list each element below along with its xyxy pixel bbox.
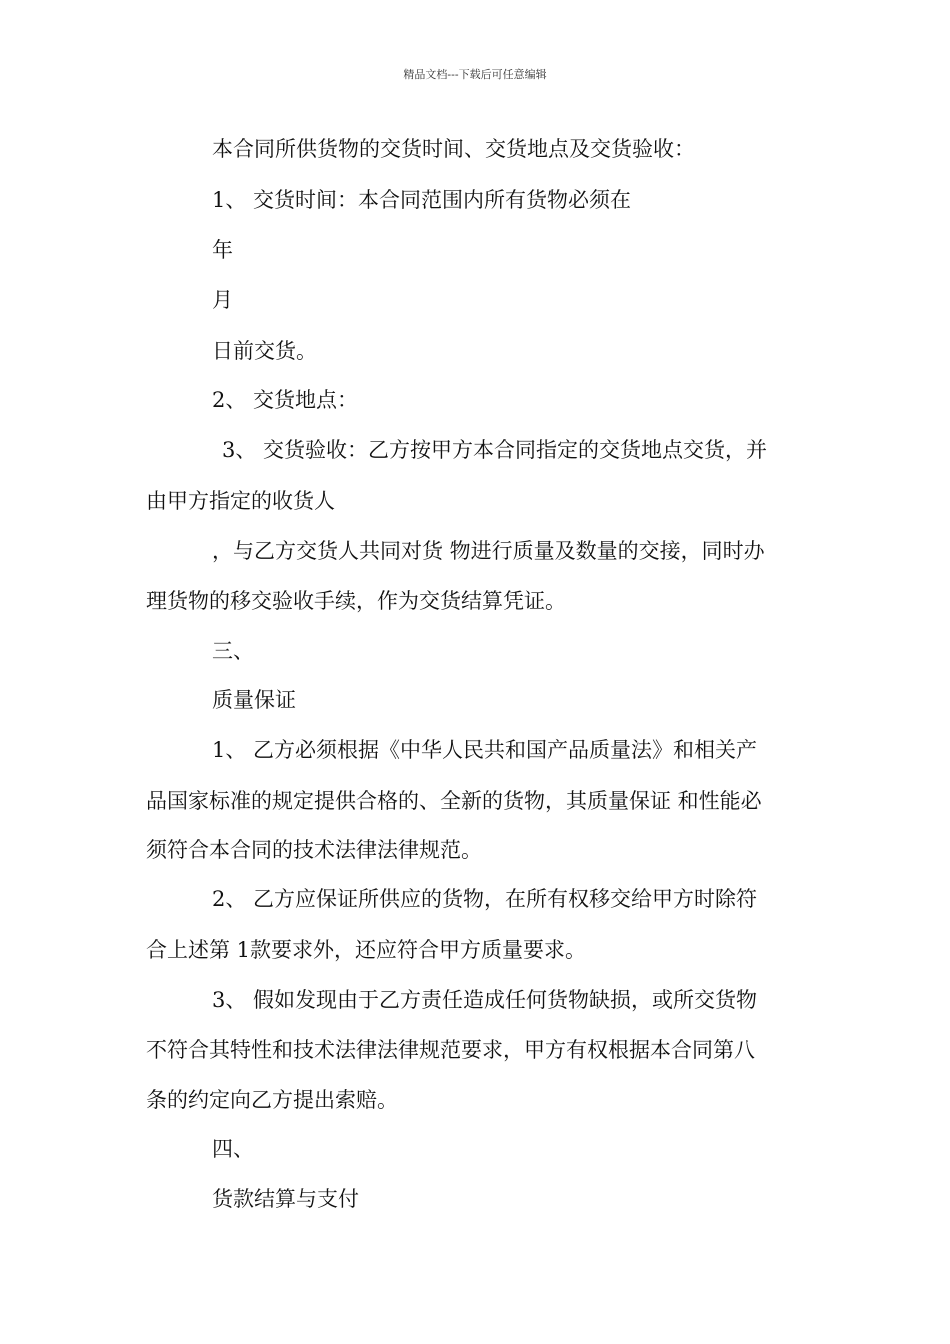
paragraph-line: 2、 交货地点： — [212, 388, 359, 412]
paragraph-line: 须符合本合同的技术法律法律规范。 — [146, 838, 482, 862]
paragraph-line: 年 — [212, 238, 233, 262]
section-heading: 质量保证 — [212, 688, 296, 712]
paragraph-line: 品国家标准的规定提供合格的、全新的货物，其质量保证 和性能必 — [146, 789, 762, 813]
section-number: 四、 — [212, 1137, 254, 1161]
section-heading: 货款结算与支付 — [212, 1187, 359, 1211]
paragraph-line: 由甲方指定的收货人 — [146, 489, 335, 513]
paragraph-line: 合上述第 1款要求外，还应符合甲方质量要求。 — [146, 938, 587, 962]
paragraph-line: 1、 乙方必须根据《中华人民共和国产品质量法》和相关产 — [212, 738, 758, 762]
paragraph-line: 理货物的移交验收手续，作为交货结算凭证。 — [146, 589, 566, 613]
paragraph-line: 月 — [212, 288, 233, 312]
paragraph-line: 2、 乙方应保证所供应的货物，在所有权移交给甲方时除符 — [212, 887, 758, 911]
paragraph-line: 日前交货。 — [212, 339, 317, 363]
paragraph-line: 条的约定向乙方提出索赔。 — [146, 1088, 398, 1112]
paragraph-line: 本合同所供货物的交货时间、交货地点及交货验收： — [212, 137, 695, 161]
paragraph-line: 3、 假如发现由于乙方责任造成任何货物缺损，或所交货物 — [212, 988, 758, 1012]
paragraph-line: 不符合其特性和技术法律法律规范要求，甲方有权根据本合同第八 — [146, 1038, 755, 1062]
paragraph-line: 3、 交货验收：乙方按甲方本合同指定的交货地点交货，并 — [222, 438, 768, 462]
paragraph-line: 1、 交货时间：本合同范围内所有货物必须在 — [212, 188, 632, 212]
paragraph-line: ，与乙方交货人共同对货 物进行质量及数量的交接，同时办 — [212, 539, 765, 563]
section-number: 三、 — [212, 639, 254, 663]
page-header: 精品文档---下载后可任意编辑 — [403, 68, 547, 81]
